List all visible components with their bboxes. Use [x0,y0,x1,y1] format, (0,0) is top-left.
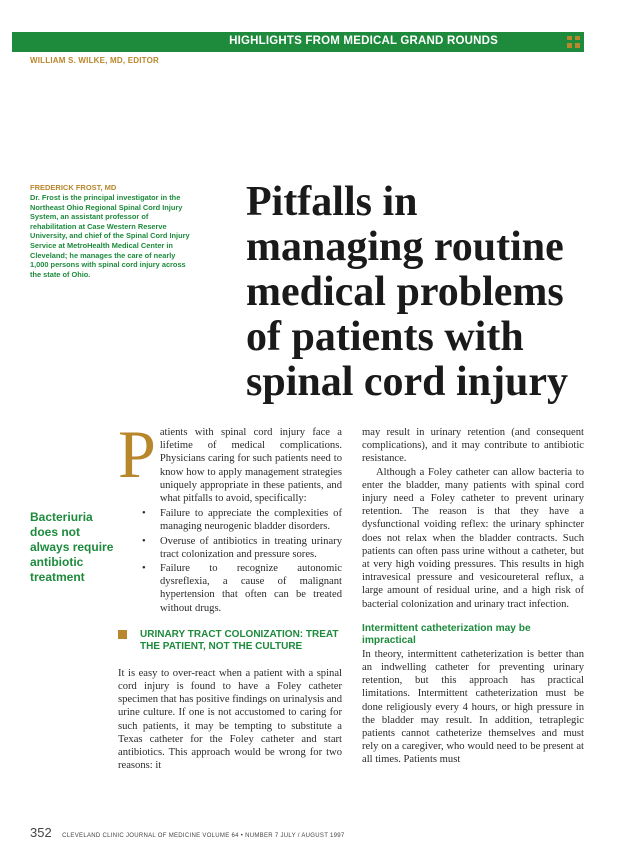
cross-logo-icon [563,32,584,52]
column-right [362,426,584,767]
list-item: • Overuse of antibiotics in treating urinary tract colonization and pressure sores. [142,535,342,560]
subheading: Intermittent catheterization may be impractical [362,622,531,647]
banner-title: HIGHLIGHTS FROM MEDICAL GRAND ROUNDS [229,35,498,47]
editor-credit: WILLIAM S. WILKE, MD, EDITOR [30,56,159,65]
column-left [118,416,342,772]
pitfall-list [118,507,342,615]
author-bio: Dr. Frost is the principal investigator in the Northeast Ohio Regional Spinal Cord Injury System, an assistant professor of rehabilitation at Case Western Reserve University, and chief of the Spinal Cord Injury Service at MetroHealth Medical Center in Cleveland; he manages the care of nearly 1,000 persons with spinal cord injury across the state of Ohio. [30,193,190,279]
drop-cap: P [118,416,156,492]
article-title: Pitfalls in managing routine medical problems of patients with spinal cord injury [246,179,569,405]
header-banner [12,32,584,52]
section-marker-icon [118,630,127,639]
body-paragraph: It is easy to over-react when a patient with a spinal cord injury is found to have a Foley catheter specimen that has positive findings on urinalysis and urine culture. If one is not accustomed to caring for such patients, it may be tempting to substitute a Texas catheter for the Foley catheter and start antibiotics. This approach would be wrong for two reasons: it [118,667,342,772]
page-number: 352 [30,825,52,840]
page-footer [30,824,345,842]
list-item: • Failure to recognize autonomic dysreflexia, a cause of malignant hypertension that often can be treated without drugs. [142,563,342,614]
author-name: FREDERICK FROST, MD [30,183,117,192]
list-item: • Failure to appreciate the complexities of managing neurogenic bladder disorders. [142,508,342,533]
body-paragraph: may result in urinary retention (and consequent complications), and it may contribute to antibiotic resistance. [362,427,584,465]
body-paragraph: Although a Foley catheter can allow bacteria to enter the bladder, many patients with spinal cord injury need a Foley catheter to prevent urinary retention. The reason is that they have a dysfunctional voiding reflex: the urinary sphincter does not relax when the bladder contracts. Such patients can often pass urine without a catheter, but at very high voiding pressures. This results in high intravesical pressure and vesicoureteral reflux, a large amount of residual urine, and a high risk of bacterial colonization and urinary tract infection. [362,466,584,610]
intro-paragraph: Patients with spinal cord injury face a lifetime of medical complications. Physicians caring for such patients need to know how to apply management strategies uniquely appropriate in these patients, and what pitfalls to avoid, specifically: [118,416,342,505]
section-heading: URINARY TRACT COLONIZATION: TREAT THE PATIENT, NOT THE CULTURE [118,629,342,653]
body-paragraph: In theory, intermittent catheterization is better than an indwelling catheter for preventing urinary retention, but this approach has practical limitations. Intermittent catheterization must be done religiously every 4 hours, or high pressure in the bladder may result. In addition, tetraplegic patients cannot catheterize themselves and must rely on a caregiver, who would need to be present at all times. Patients must [362,648,584,766]
pull-quote: Bacteriuria does not always require antibiotic treatment [30,510,114,584]
journal-info: CLEVELAND CLINIC JOURNAL OF MEDICINE VOLUME 64 • NUMBER 7 JULY / AUGUST 1997 [62,833,345,839]
